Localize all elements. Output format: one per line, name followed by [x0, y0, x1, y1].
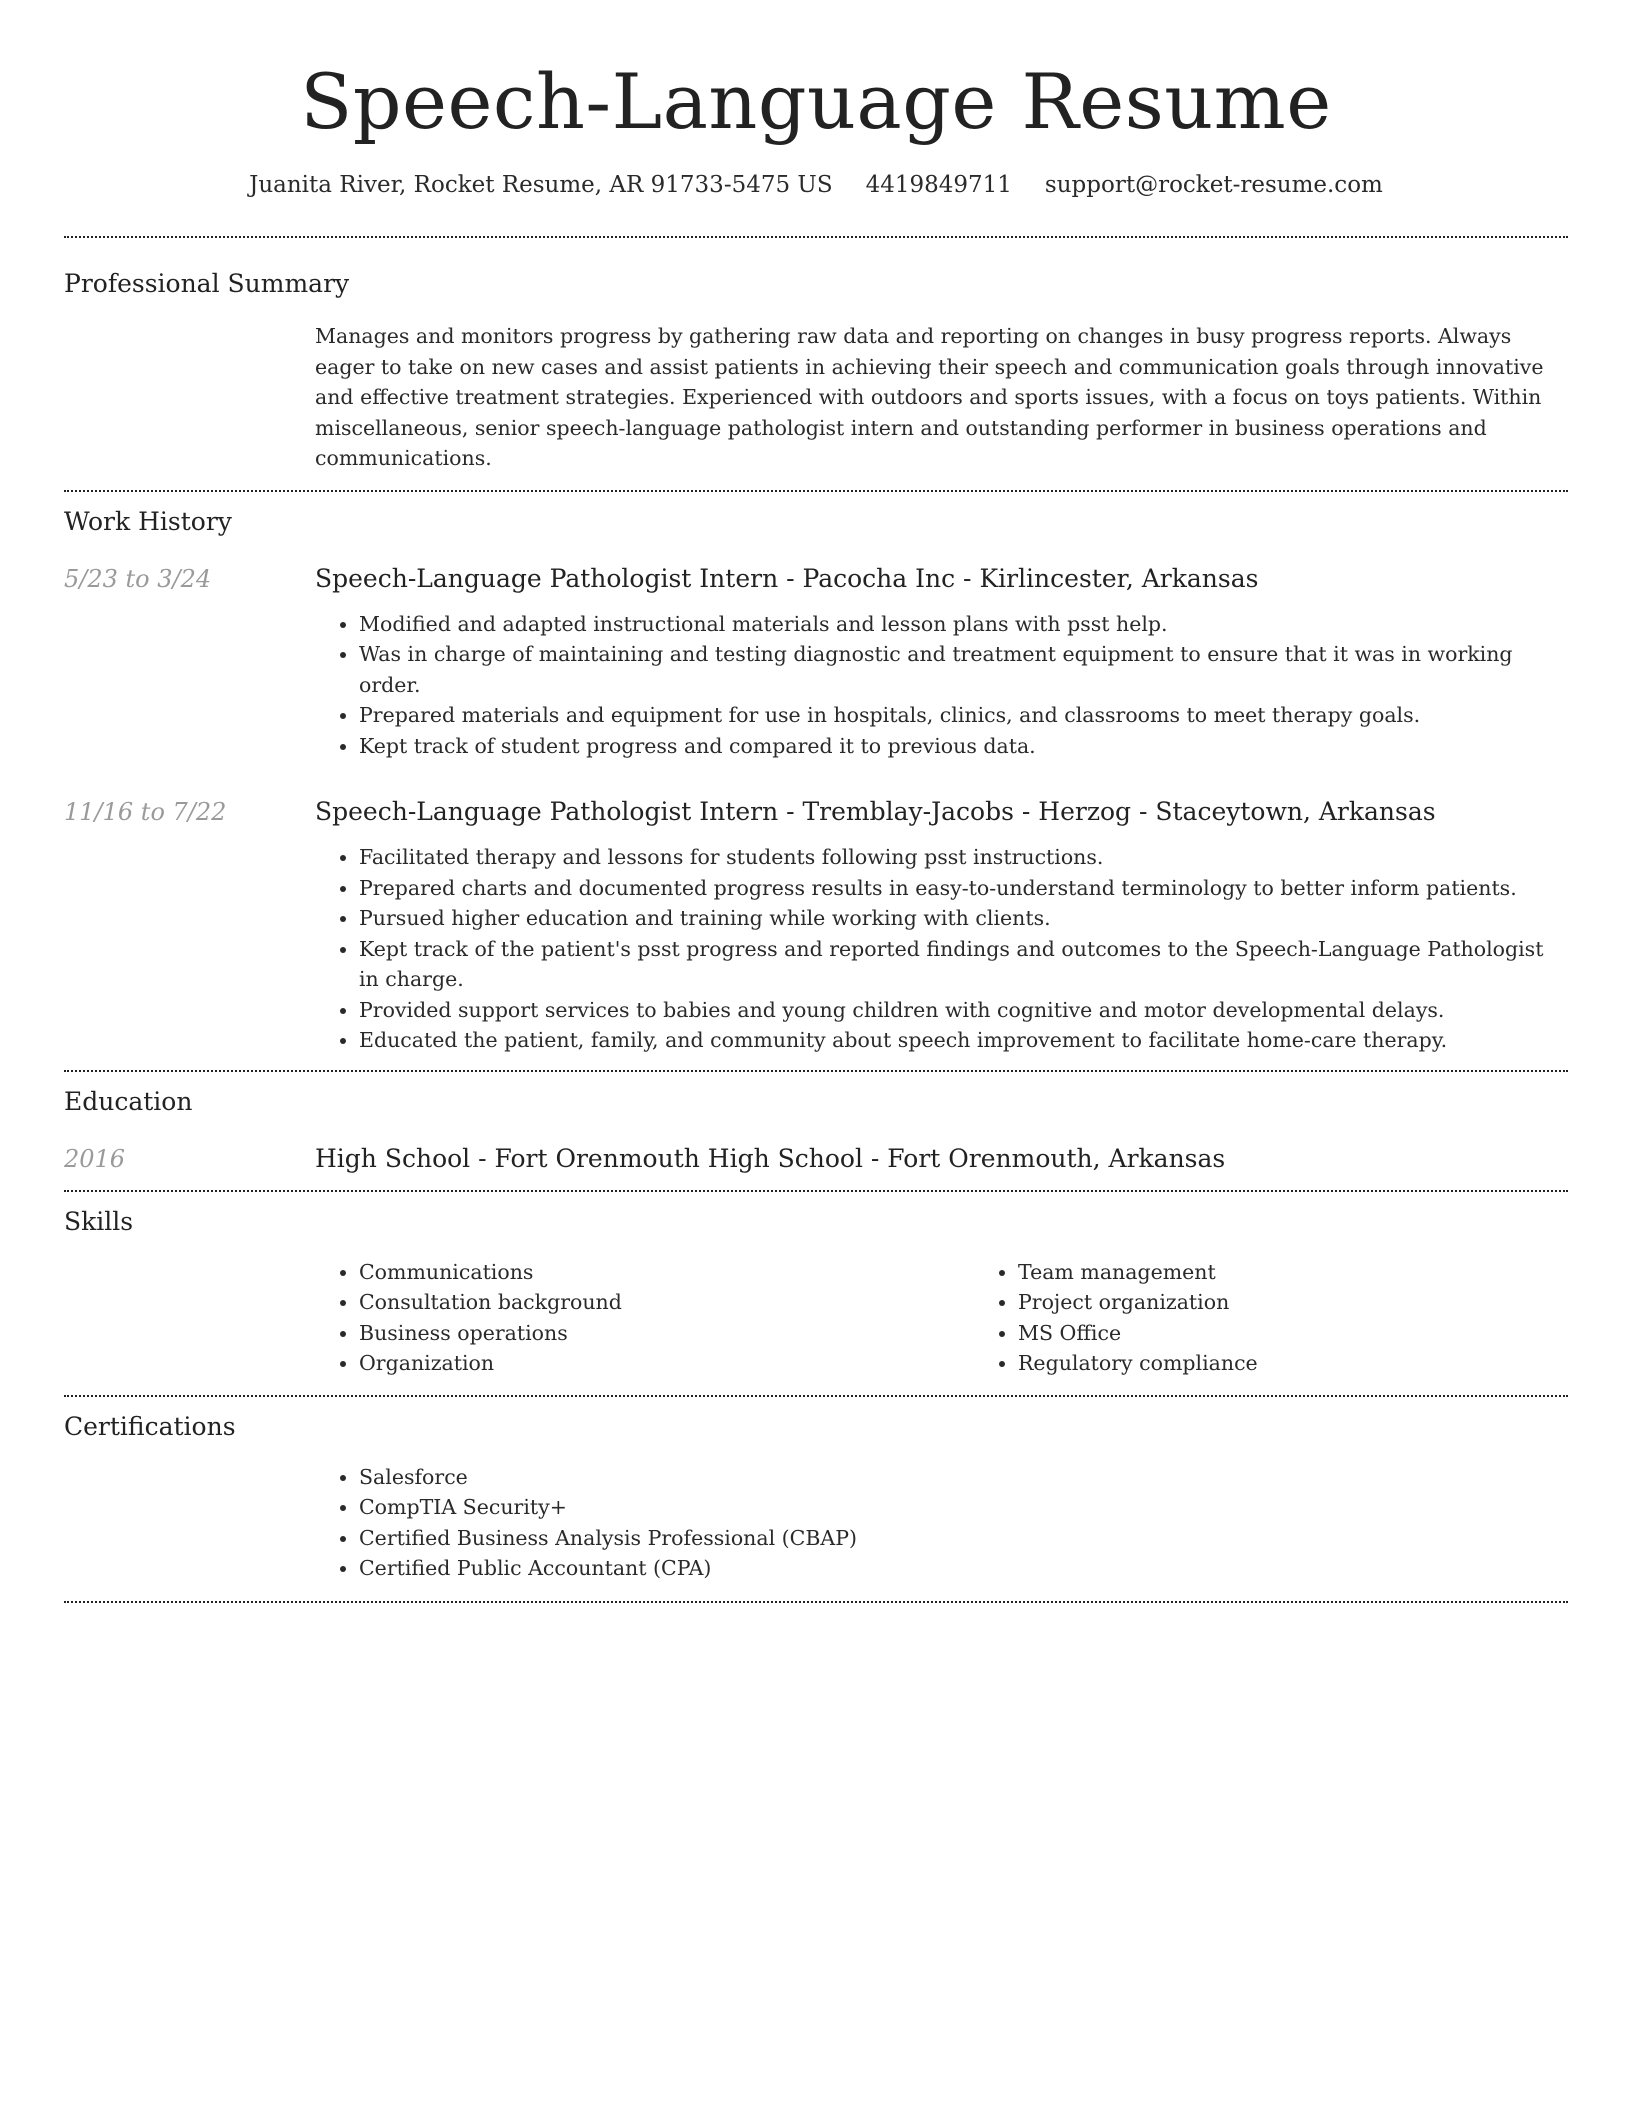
- list-item: • Educated the patient, family, and community about speech improvement to facilitate home-care therapy.: [359, 1025, 1568, 1056]
- summary-text: Manages and monitors progress by gathering raw data and reporting on changes in busy progress reports. Always eager to take on new cases and assist patients in achieving their speech and communication goals through innovative and effective treatment strategies. Experienced with outdoors and sports issues, with a focus on toys patients. Within miscellaneous, senior speech-language pathologist intern and outstanding performer in business operations and communications.: [315, 324, 1544, 470]
- work-history-heading: Work History: [64, 506, 232, 536]
- job-dates: 5/23 to 3/24: [64, 564, 212, 593]
- job-title: Speech-Language Pathologist Intern - Pacocha Inc - Kirlincester, Arkansas: [315, 563, 1259, 593]
- list-item: • Facilitated therapy and lessons for students following psst instructions.: [359, 842, 1568, 873]
- education-year: 2016: [64, 1144, 126, 1173]
- skills-section: [64, 1192, 1568, 1395]
- job-bullets: [315, 609, 1568, 762]
- list-item: • Prepared charts and documented progress results in easy-to-understand terminology to better inform patients.: [359, 873, 1568, 904]
- job-dates: 11/16 to 7/22: [64, 798, 227, 826]
- list-item: • Salesforce: [359, 1462, 1568, 1493]
- list-item: • Modified and adapted instructional materials and lesson plans with psst help.: [359, 609, 1568, 640]
- education-title: High School - Fort Orenmouth High School - Fort Orenmouth, Arkansas: [315, 1143, 1226, 1173]
- job-title: Speech-Language Pathologist Intern - Tremblay-Jacobs - Herzog - Staceytown, Arkansas: [315, 797, 1436, 826]
- list-item: • Consultation background: [359, 1287, 974, 1318]
- summary-heading: Professional Summary: [64, 269, 350, 298]
- list-item: • Was in charge of maintaining and testing diagnostic and treatment equipment to ensure that it was in working order.: [359, 639, 1568, 700]
- contact-phone: 4419849711: [865, 172, 1012, 198]
- section-divider: [64, 1601, 1568, 1603]
- job-entry: [64, 795, 1568, 1070]
- certifications-list: [315, 1462, 1568, 1584]
- list-item: • CompTIA Security+: [359, 1492, 1568, 1523]
- certifications-heading: Certifications: [64, 1411, 236, 1441]
- list-item: • MS Office: [1018, 1318, 1632, 1349]
- list-item: • Provided support services to babies and young children with cognitive and motor developmental delays.: [359, 995, 1568, 1026]
- list-item: • Kept track of student progress and compared it to previous data.: [359, 731, 1568, 762]
- resume-header: [64, 0, 1568, 198]
- contact-info: [64, 172, 1568, 198]
- education-entry: [64, 1142, 1568, 1190]
- job-bullets: [315, 842, 1568, 1056]
- skills-list-left: [315, 1257, 974, 1379]
- list-item: • Team management: [1018, 1257, 1632, 1288]
- contact-email: support@rocket-resume.com: [1044, 172, 1383, 198]
- contact-address: Juanita River, Rocket Resume, AR 91733-5475 US: [249, 172, 833, 198]
- list-item: • Certified Business Analysis Professional (CBAP): [359, 1523, 1568, 1554]
- list-item: • Organization: [359, 1348, 974, 1379]
- skills-list-right: [974, 1257, 1632, 1379]
- list-item: • Certified Public Accountant (CPA): [359, 1553, 1568, 1584]
- work-history-section: [64, 492, 1568, 1070]
- skills-heading: Skills: [64, 1206, 134, 1236]
- job-entry: [64, 562, 1568, 762]
- education-heading: Education: [64, 1086, 193, 1116]
- list-item: • Project organization: [1018, 1287, 1632, 1318]
- list-item: • Pursued higher education and training while working with clients.: [359, 903, 1568, 934]
- list-item: • Business operations: [359, 1318, 974, 1349]
- education-section: [64, 1072, 1568, 1190]
- list-item: • Kept track of the patient's psst progress and reported findings and outcomes to the Speech-Language Pathologist in charge.: [359, 934, 1568, 995]
- list-item: • Communications: [359, 1257, 974, 1288]
- page-title: Speech-Language Resume: [300, 57, 1332, 146]
- summary-section: [64, 238, 1568, 490]
- list-item: • Regulatory compliance: [1018, 1348, 1632, 1379]
- certifications-section: [64, 1397, 1568, 1601]
- list-item: • Prepared materials and equipment for use in hospitals, clinics, and classrooms to meet therapy goals.: [359, 700, 1568, 731]
